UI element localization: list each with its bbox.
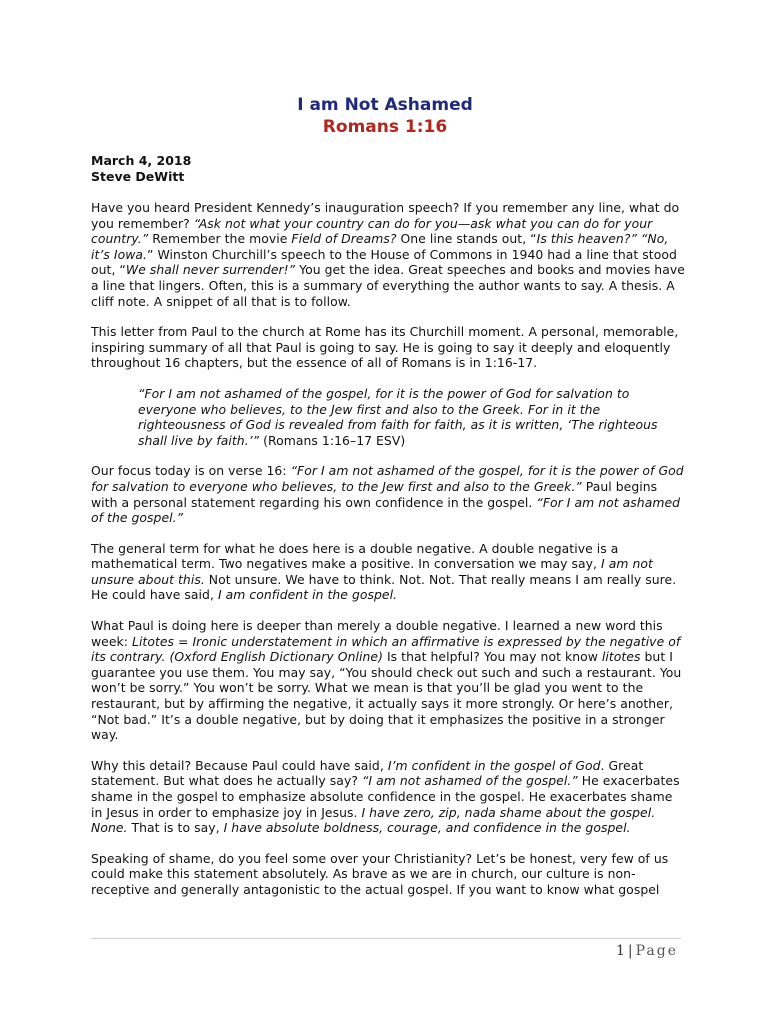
page-number: 1 [615, 943, 625, 959]
text-run: Our focus today is on verse 16: [91, 463, 291, 479]
text-run: Remember the movie [148, 231, 292, 247]
text-run-italic: “For I am not ashamed of the gospel, for it is the power of God for salvation to everyone who believes, to the Jew first and also to the Greek.” [91, 463, 684, 494]
paragraph-6 [91, 758, 687, 836]
paragraph-3 [91, 463, 687, 525]
footer-divider [91, 938, 681, 939]
text-run: Have you heard President Kennedy’s inauguration speech? If you remember any line, what do you remember? [91, 200, 680, 231]
paragraph-7: Speaking of shame, do you feel some over your Christianity? Let’s be honest, very few of us could make this statement absolutely. As brave as we are in church, our culture is non-receptive and generally antagonistic to the actual gospel. If you want to know what gospel [91, 850, 669, 897]
page-footer [616, 942, 678, 960]
text-run: You get the idea. Great speeches and books and movies have a line that lingers. Often, this is a summary of everything the author wants to say. A thesis. A cliff note. A snippet of all that is to follow. [91, 262, 685, 309]
text-run: Why this detail? Because Paul could have said, [91, 757, 388, 773]
text-run-italic: Field of Dreams? [291, 231, 397, 247]
paragraph-5 [91, 618, 687, 743]
text-run: One line stands out, “ [396, 231, 537, 247]
text-run-italic: litotes [601, 649, 641, 665]
block-quote [138, 386, 675, 448]
text-run: What Paul is doing here is deeper than merely a double negative. I learned a new word this week: [91, 618, 663, 649]
text-run: That is to say, [127, 820, 224, 836]
sermon-meta [91, 153, 191, 185]
text-run-italic: I have absolute boldness, courage, and confidence in the gospel. [223, 820, 631, 836]
paragraph-1 [91, 200, 687, 309]
text-run: . Great statement. But what does he actually say? [91, 757, 644, 789]
paragraph-2: This letter from Paul to the church at Rome has its Churchill moment. A personal, memorable, inspiring summary of all that Paul is going to say. He is going to say it deeply and eloquently throughout 16 chapters, but the essence of all of Romans is in 1:16-17. [91, 324, 679, 371]
scripture-reference: Romans 1:16 [322, 117, 448, 137]
text-run: The general term for what he does here is a double negative. A double negative is a mathematical term. Two negatives make a positive. In conversation we may say, [91, 540, 619, 572]
text-run: Paul begins with a personal statement regarding his own confidence in the gospel. [91, 478, 658, 510]
text-run-italic: “Ask not what your country can do for you—ask what you can do for your country.” [91, 215, 653, 247]
text-run: Is that helpful? You may not know [382, 649, 602, 665]
text-run-italic: We shall never surrender!” [125, 262, 296, 278]
text-run-italic: Is this heaven?” “No, it’s Iowa. [91, 231, 669, 262]
quote-text: “For I am not ashamed of the gospel, for it is the power of God for salvation to everyone who believes, to the Jew first and also to the Greek. For in it the righteousness of God is revealed from faith for faith, as it is written, ‘The righteous shall live by faith.’” [138, 385, 658, 448]
text-run: Not unsure. We have to think. Not. Not. That really means I am really sure. He could have said, [91, 571, 677, 603]
text-run: He exacerbates shame in the gospel to emphasize absolute confidence in the gospel. He exacerbates shame in Jesus in order to emphasize joy in Jesus. [91, 773, 680, 820]
page-title: I am Not Ashamed [297, 95, 473, 115]
quote-reference: (Romans 1:16–17 ESV) [259, 432, 406, 448]
paragraph-4 [91, 541, 687, 603]
document-body [91, 200, 687, 913]
text-run-italic: “For I am not ashamed of the gospel.” [91, 494, 681, 526]
text-run-italic: I am not unsure about this. [91, 556, 653, 587]
text-run-italic: I have zero, zip, nada shame about the gospel. None. [91, 804, 656, 836]
sermon-date: March 4, 2018 [91, 153, 192, 168]
sermon-author: Steve DeWitt [91, 169, 185, 184]
text-run: ” Winston Churchill’s speech to the House of Commons in 1940 had a line that stood out, “ [91, 246, 677, 278]
text-run-italic: “I am not ashamed of the gospel.” [361, 773, 578, 789]
text-run-italic: I’m confident in the gospel of God [387, 757, 601, 773]
text-run-italic: I am confident in the gospel. [217, 587, 398, 603]
footer-separator: | [627, 943, 633, 959]
text-run-italic: Litotes = Ironic understatement in which an affirmative is expressed by the negative of its contrary. (Oxford English Dictionary Online) [91, 633, 681, 665]
page-label: Page [635, 943, 678, 959]
text-run: but I guarantee you use them. You may say, “You should check out such and such a restaurant. You won’t be sorry.” You won’t be sorry. What we mean is that you’ll be glad you went to the restaurant, but by affirming the negative, it actually says it more strongly. Or here’s another, “Not bad.” It’s a double negative, but by doing that it emphasizes the positive in a stronger way. [91, 649, 682, 743]
